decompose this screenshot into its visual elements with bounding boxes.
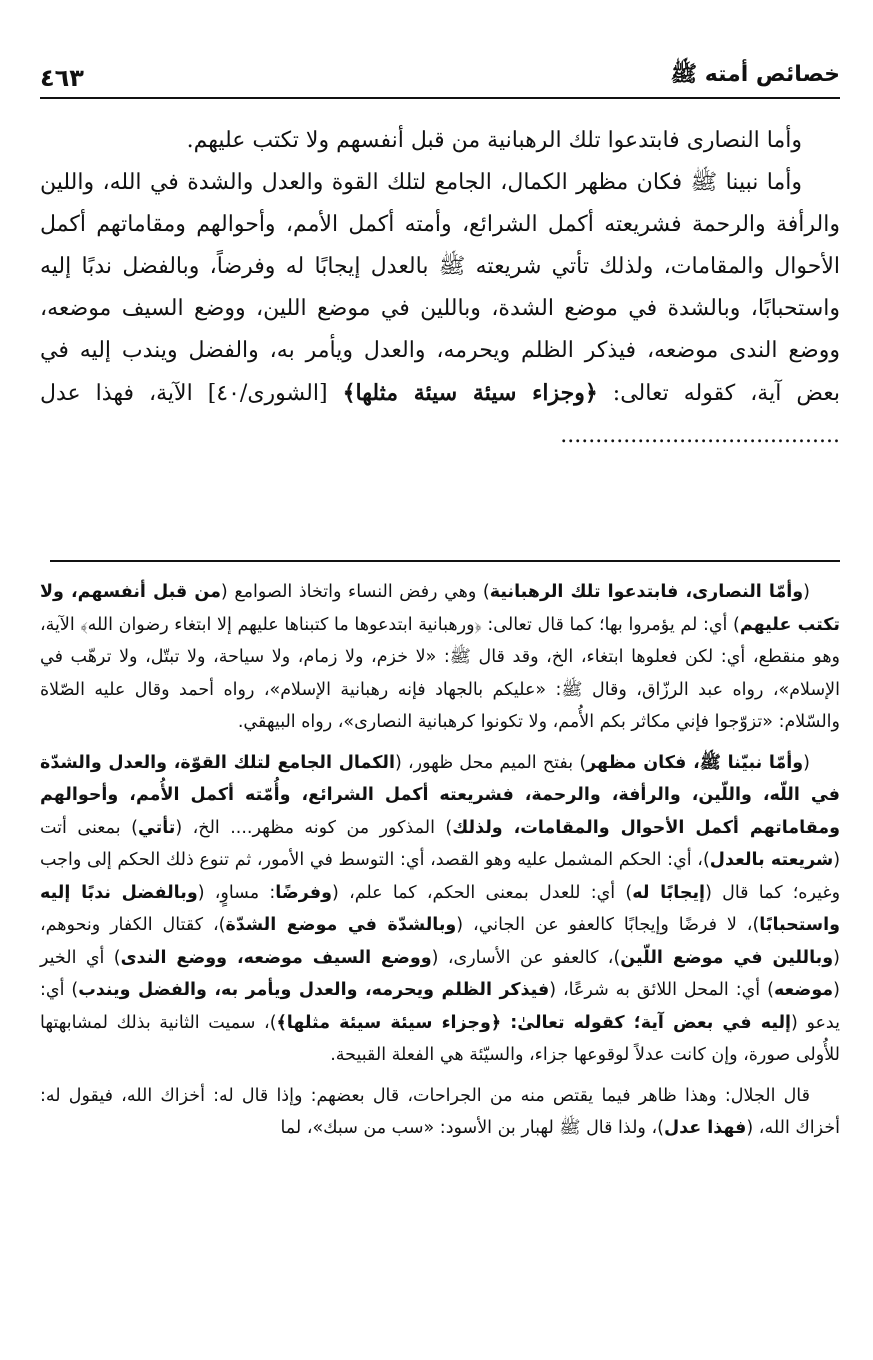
commentary-text: ) أي: لم يؤمروا بها؛ كما قال تعالى: ﴿ورهبانية ابتدعوها ما كتبناها عليهم إلا ابتغاء رضوان الله﴾ الآية، وهو منقطع، أي: لكن فعلوها ابتغاء، الخ، وقد قال ﷺ: «لا خزم، ولا زمام، ولا سياحة، ولا تبتّل، ولا ترهّب في الإسلام»، رواه عبد الرزّاق، وقال ﷺ: «عليكم بالجهاد فإنه رهبانية الإسلام»، رواه أحمد وقال عليه الصّلاة والسّلام: «تزوّجوا فإني مكاثر بكم الأُمم، ولا تكونوا كرهبانية النصارى»، رواه البيهقي. bbox=[40, 614, 840, 732]
commentary-paragraph bbox=[40, 576, 840, 739]
commentary-lemma: فهذا عدل bbox=[663, 1118, 747, 1138]
commentary-text: ) أي: يدعو ( bbox=[40, 980, 840, 1033]
main-text bbox=[40, 120, 840, 457]
main-paragraph bbox=[40, 162, 840, 457]
main-paragraph-text: وأما نبينا ﷺ فكان مظهر الكمال، الجامع لتلك القوة والعدل والشدة في الله، واللين والرأفة والرحمة فشريعته أكمل الشرائع، وأمته أكمل الأمم، وأحوالهم ومقاماتهم أكمل الأحوال والمقامات، ولذلك تأتي شريعته ﷺ بالعدل إيجابًا له وفرضاً، وبالفضل ندبًا إليه واستحبابًا، وبالشدة في موضع الشدة، وباللين في موضع اللين، ووضع السيف موضعه، ووضع الندى موضعه، فيذكر الظلم ويحرمه، والعدل ويأمر به، والفضل ويندب إليه في بعض آية، كقوله تعالى: bbox=[40, 170, 841, 406]
footnote-divider bbox=[50, 560, 840, 562]
commentary-text: ( bbox=[803, 582, 810, 602]
commentary-paragraph bbox=[40, 1080, 840, 1145]
commentary-text: : مساوٍ، ( bbox=[197, 882, 276, 903]
commentary-text: )، كالعفو عن الأسارى، ( bbox=[431, 947, 621, 968]
commentary-text: ( bbox=[803, 752, 810, 773]
commentary-lemma: إليه في بعض آية؛ كقوله تعالىٰ: ﴿وجزاء سيئة سيئة مثلها﴾ bbox=[276, 1012, 792, 1033]
commentary-lemma: وفرضًا bbox=[275, 882, 333, 903]
commentary bbox=[40, 576, 840, 1153]
commentary-lemma: تأتي bbox=[137, 817, 176, 838]
commentary-text: ) بفتح الميم محل ظهور، ( bbox=[394, 752, 587, 773]
commentary-lemma: وبالشدّة في موضع الشدّة bbox=[225, 915, 457, 935]
commentary-lemma: من قبل أنفسهم، ولا تكتب عليهم bbox=[40, 582, 840, 635]
book-page bbox=[40, 40, 840, 1340]
commentary-lemma: موضعه bbox=[773, 980, 834, 1000]
quran-quote: ﴿وجزاء سيئة سيئة مثلها﴾ bbox=[342, 380, 598, 406]
commentary-text: ) أي: للعدل بمعنى الحكم، كما علم، ( bbox=[332, 882, 633, 903]
main-paragraph-text: [الشورى/٤٠] الآية، فهذا عدل ........................................ bbox=[40, 381, 840, 448]
commentary-text: )، ولذا قال ﷺ لهبار بن الأسود: «سب من سبك»، لما bbox=[280, 1118, 664, 1138]
commentary-text: ) أي الخير ( bbox=[40, 947, 840, 1000]
commentary-text: ) وهي رفض النساء واتخاذ الصوامع ( bbox=[220, 582, 490, 602]
commentary-lemma: إيجابًا له bbox=[632, 882, 706, 903]
commentary-lemma: وباللين في موضع اللّين bbox=[620, 947, 834, 968]
page-number: ٤٦٣ bbox=[40, 64, 84, 92]
commentary-lemma: شريعته بالعدل bbox=[709, 850, 834, 870]
commentary-lemma: وبالفضل ندبًا إليه واستحبابًا bbox=[40, 882, 840, 935]
commentary-text: )، سميت الثانية بذلك لمشابهتها للأُولى صورة، وإن كانت عدلاً لوقوعها جزاء، والسيّئة هي الفعلة القبيحة. bbox=[40, 1012, 840, 1065]
commentary-lemma: وأمّا نبيّنا ﷺ، فكان مظهر bbox=[586, 752, 804, 773]
commentary-text: )، أي: الحكم المشمل عليه وهو القصد، أي: التوسط في الأمور، ثم تنوع ذلك الحكم إلى واجب وغيره؛ كما قال ( bbox=[40, 850, 841, 903]
commentary-text: ) بمعنى أتت ( bbox=[40, 817, 841, 870]
commentary-text: ) المذكور من كونه مظهر.... الخ، ( bbox=[175, 817, 453, 838]
main-paragraph-text: وأما النصارى فابتدعوا تلك الرهبانية من قبل أنفسهم ولا تكتب عليهم. bbox=[186, 128, 802, 153]
page-header bbox=[40, 50, 840, 92]
main-paragraph bbox=[40, 120, 840, 162]
header-rule bbox=[40, 97, 840, 99]
commentary-lemma: وأمّا النصارى، فابتدعوا تلك الرهبانية bbox=[489, 582, 804, 602]
commentary-text: )، لا فرضًا وإيجابًا كالعفو عن الجاني، ( bbox=[456, 915, 760, 935]
commentary-text: )، كقتال الكفار ونحوهم، ( bbox=[40, 915, 840, 968]
commentary-text: ) أي: المحل اللائق به شرعًا، ( bbox=[549, 980, 774, 1000]
running-title: خصائص أمته ﷺ bbox=[670, 62, 840, 87]
commentary-lemma: فيذكر الظلم ويحرمه، والعدل ويأمر به، والفضل ويندب bbox=[78, 980, 550, 1000]
commentary-lemma: ووضع السيف موضعه، ووضع الندى bbox=[120, 947, 432, 968]
commentary-paragraph bbox=[40, 747, 840, 1072]
commentary-lemma: الكمال الجامع لتلك القوّة، والعدل والشدّة في اللّه، واللّين، والرأفة، والرحمة، فشريعته أكمل الشرائع، وأُمّته أكمل الأُمم، وأحوالهم ومقاماتهم أكمل الأحوال والمقامات، ولذلك bbox=[40, 752, 841, 838]
commentary-text: قال الجلال: وهذا ظاهر فيما يقتص منه من الجراحات، قال بعضهم: وإذا قال له: أخزاك الله، فيقول له: أخزاك الله، ( bbox=[40, 1085, 840, 1138]
